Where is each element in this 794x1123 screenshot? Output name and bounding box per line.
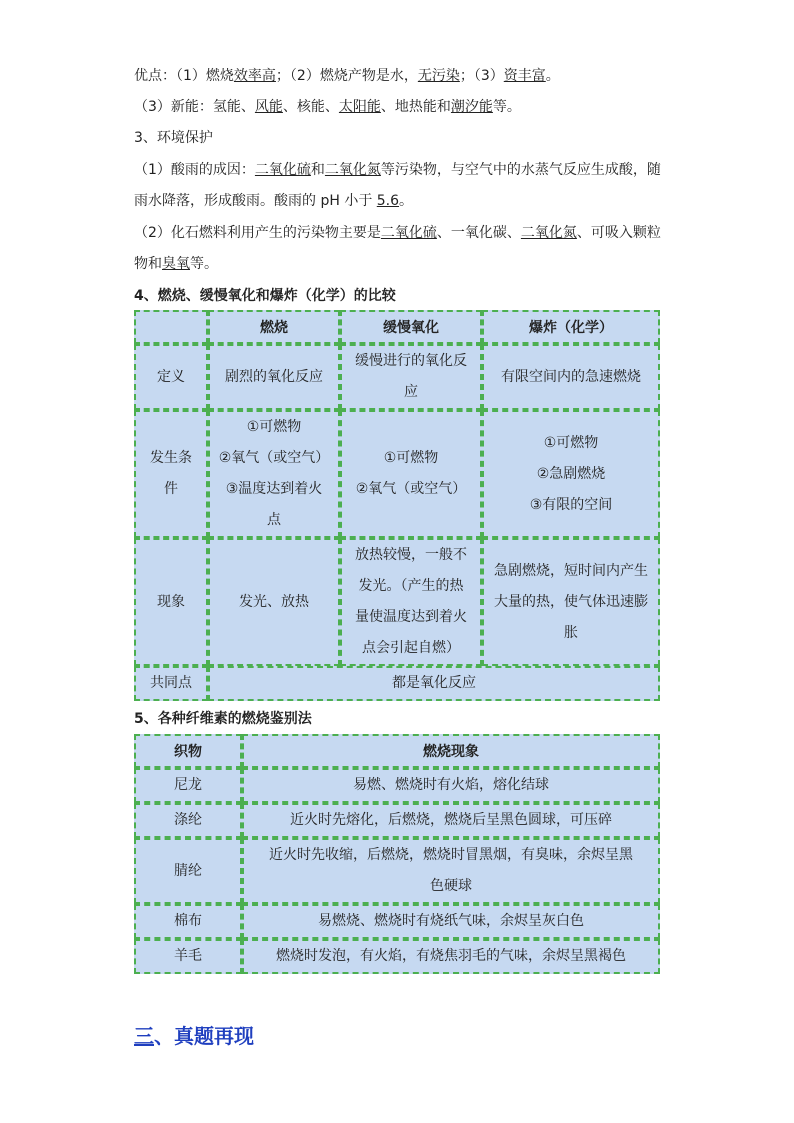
column-header: 燃烧现象	[242, 734, 660, 768]
table-cell	[482, 538, 660, 666]
table-cell	[340, 344, 482, 410]
text: 优点：（1）燃烧	[134, 68, 234, 84]
table-row	[134, 803, 660, 838]
cell-line: ①可燃物	[383, 450, 439, 466]
cell-line: 发生条	[150, 450, 192, 466]
section-number: 三	[134, 1024, 154, 1048]
text: ；（2）燃烧产物是水，	[275, 68, 418, 84]
table-row	[134, 344, 660, 410]
table-cell	[208, 410, 340, 538]
table-row	[134, 410, 660, 538]
table-row	[134, 904, 660, 939]
column-header: 织物	[134, 734, 242, 768]
cell-line: ③有限的空间	[529, 496, 613, 513]
cell-line: 胀	[564, 624, 578, 641]
burn-phenomenon: 燃烧时发泡，有火焰，有烧焦羽毛的气味，余烬呈黑褐色	[242, 939, 660, 974]
burn-phenomenon: 易燃烧、燃烧时有烧纸气味，余烬呈灰白色	[242, 904, 660, 939]
table-cell: 都是氧化反应	[208, 666, 660, 701]
burn-phenomenon	[242, 838, 660, 904]
cell-line: 件	[164, 481, 178, 497]
underlined-term: 5.6	[376, 193, 400, 209]
underlined-term: 二氧化硫	[254, 162, 311, 178]
text: （3）新能：氢能、	[134, 99, 255, 115]
burn-phenomenon: 易燃、燃烧时有火焰，熔化结球	[242, 768, 660, 803]
cell-line: 点会引起自燃）	[362, 640, 460, 656]
text: （2）化石燃料利用产生的污染物主要是	[134, 225, 381, 241]
underlined-term: 二氧化硫	[380, 225, 437, 241]
table-cell	[340, 410, 482, 538]
acid-rain-line-1	[134, 160, 661, 180]
cell-line: 点	[267, 512, 281, 528]
underlined-term: 二氧化氮	[520, 225, 577, 241]
table-cell: 有限空间内的急速燃烧	[482, 344, 660, 410]
text: 和	[310, 162, 325, 178]
cell-line: 色硬球	[430, 878, 472, 894]
text: 等。	[492, 99, 521, 115]
cell-line: ②氧气（或空气）	[218, 450, 330, 466]
cell-line: 量使温度达到着火	[355, 609, 467, 625]
text: 、核能、	[282, 99, 339, 115]
text: 。	[545, 68, 560, 84]
underlined-term: 臭氧	[162, 256, 190, 272]
cell-line: 近火时先收缩，后燃烧，燃烧时冒黑烟，有臭味，余烬呈黑	[269, 847, 633, 863]
fabric-name: 涤纶	[134, 803, 242, 838]
table-row	[134, 666, 660, 701]
cell-line: 放热较慢，一般不	[355, 547, 467, 563]
column-header: 燃烧	[208, 310, 340, 344]
fabric-name: 尼龙	[134, 768, 242, 803]
table-cell: 发光、放热	[208, 538, 340, 666]
cell-line: ②氧气（或空气）	[355, 481, 467, 497]
row-label: 现象	[134, 538, 208, 666]
comparison-table	[134, 310, 660, 701]
text: 、地热能和	[380, 99, 451, 115]
env-protection-heading: 3、环境保护	[134, 130, 213, 146]
underlined-term: 潮汐能	[450, 99, 493, 115]
acid-rain-line-2	[134, 191, 413, 211]
section-3-heading	[134, 1020, 254, 1049]
underlined-term: 无污染	[417, 68, 460, 84]
fiber-table	[134, 734, 660, 974]
fabric-name: 腈纶	[134, 838, 242, 904]
text: 、可吸入颗粒	[576, 225, 661, 241]
cell-line: 大量的热，使气体迅速膨	[494, 593, 648, 610]
row-label	[134, 410, 208, 538]
underlined-term: 太阳能	[338, 99, 381, 115]
pollutants-line-2	[134, 254, 218, 274]
section-5-heading: 5、各种纤维素的燃烧鉴别法	[134, 711, 312, 727]
table-header-row	[134, 310, 660, 344]
table-cell: 剧烈的氧化反应	[208, 344, 340, 410]
text: ；（3）	[459, 68, 504, 84]
cell-line: ①可燃物	[543, 434, 599, 451]
table-cell	[482, 410, 660, 538]
fabric-name: 棉布	[134, 904, 242, 939]
cell-line: 应	[404, 384, 418, 400]
text: 等污染物，与空气中的水蒸气反应生成酸，随	[380, 162, 661, 178]
pollutants-line-1	[134, 223, 661, 243]
cell-line: ①可燃物	[246, 419, 302, 435]
table-row	[134, 538, 660, 666]
cell-line: 急剧燃烧，短时间内产生	[494, 562, 648, 579]
table-row	[134, 939, 660, 974]
cell-line: 发光。（产生的热	[358, 578, 464, 594]
row-label: 定义	[134, 344, 208, 410]
text: 雨水降落，形成酸雨。酸雨的 pH 小于	[134, 193, 377, 209]
column-header: 爆炸（化学）	[482, 310, 660, 344]
text: （1）酸雨的成因：	[134, 162, 255, 178]
fabric-name: 羊毛	[134, 939, 242, 974]
cell-line: ②急剧燃烧	[536, 465, 606, 482]
text: 。	[399, 193, 414, 209]
table-row	[134, 768, 660, 803]
column-header	[134, 310, 208, 344]
text: 、一氧化碳、	[436, 225, 521, 241]
column-header: 缓慢氧化	[340, 310, 482, 344]
new-energy-line	[134, 97, 521, 117]
table-cell	[340, 538, 482, 666]
text: 物和	[134, 256, 162, 272]
underlined-term: 效率高	[233, 68, 276, 84]
underlined-term: 风能	[254, 99, 283, 115]
text: 等。	[190, 256, 218, 272]
cell-line: 缓慢进行的氧化反	[355, 353, 467, 369]
cell-line: ③温度达到着火	[225, 481, 323, 497]
advantages-line	[134, 66, 560, 86]
underlined-term: 资丰富	[503, 68, 546, 84]
row-label: 共同点	[134, 666, 208, 701]
section-title: 、真题再现	[154, 1024, 254, 1048]
table-header-row	[134, 734, 660, 768]
underlined-term: 二氧化氮	[324, 162, 381, 178]
table-row	[134, 838, 660, 904]
burn-phenomenon: 近火时先熔化，后燃烧，燃烧后呈黑色圆球，可压碎	[242, 803, 660, 838]
section-4-heading: 4、燃烧、缓慢氧化和爆炸（化学）的比较	[134, 288, 396, 304]
